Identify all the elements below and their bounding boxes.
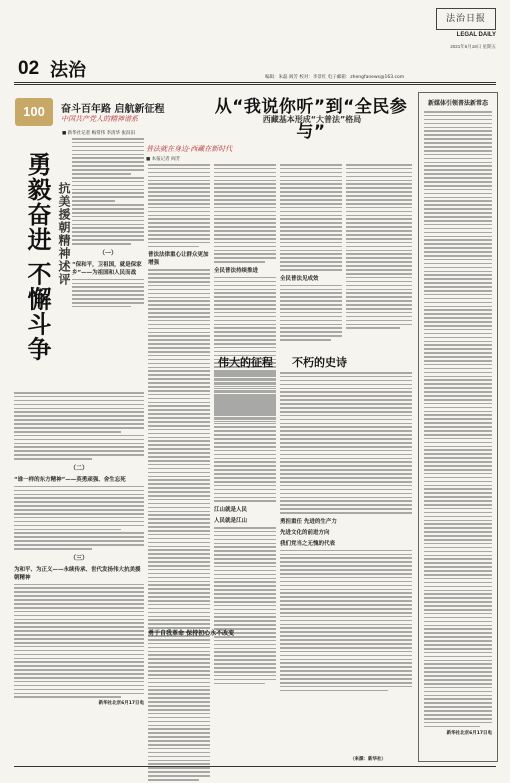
right-byline: ■ 本报记者 阎芳 [146, 157, 181, 162]
sidebox-title: 新媒体引领普法新常态 [427, 100, 488, 107]
section-1-head: “保和平，卫祖国，就是保家乡”——为祖国和人民而战 [72, 261, 142, 276]
centenary-badge: 100 [15, 98, 53, 126]
left-article-title: 勇毅奋进 不懈斗争 [23, 152, 51, 362]
mid-head-11: 先进文化的前进方向 [280, 529, 330, 536]
masthead-logo: 法治日报 [436, 8, 496, 30]
mid-col-1 [148, 164, 210, 783]
column-banner [15, 98, 235, 132]
section-1-number: （一） [98, 249, 117, 257]
mid-head-8: 江山就是人民 [214, 506, 248, 513]
header-rule [14, 82, 496, 83]
header-rule-thin [14, 84, 496, 85]
mid-head-7: 勇于自我革命 保持初心永不改变 [148, 630, 235, 637]
date-line: 2021年6月18日 星期五 [450, 44, 496, 49]
mid-head-12: 我们党当之无愧的代表 [280, 540, 336, 547]
sidebox-signature: 新华社北京6月17日电 [446, 731, 492, 737]
left-article-subtitle: 抗美援朝精神述评 [57, 182, 71, 286]
section-number: 02 [18, 58, 40, 79]
left-byline: ■ 新华社记者 梅常伟 李清华 张汨汨 [62, 131, 135, 136]
mid-col-4 [346, 164, 412, 331]
mid-head-5: 全民普法见成效 [280, 275, 319, 282]
mid-col-3-lower [280, 372, 412, 694]
page-header [0, 0, 510, 80]
section-2-head: “谁一样的东方精神”——英勇顽强、舍生忘死 [14, 476, 126, 483]
mid-signature: （来源：新华社） [350, 757, 386, 762]
section-3-number: （三） [69, 554, 88, 562]
mid-head-0: 全民普法持续推进 [214, 267, 259, 274]
section-name: 法治 [50, 60, 86, 81]
editor-line: 编辑：朱磊 阎芳 校对：李景红 电子邮箱：zhengfanews@163.com [265, 75, 405, 80]
right-article-decoration: 普法就在身边·西藏在新时代 [146, 145, 233, 153]
mid-headline-epic: 不朽的史诗 [292, 356, 347, 369]
banner-subtitle: 中国共产党人的精神谱系 [61, 115, 138, 123]
left-col-a [72, 138, 144, 310]
right-article-title: 从“我说你听”到“全民参与” [214, 97, 408, 142]
mid-col-2-lower [214, 372, 276, 687]
left-col-b [14, 392, 144, 706]
mid-headline-journey: 伟大的征程 [218, 356, 273, 369]
section-2-number: （二） [69, 464, 88, 472]
legal-daily-label: LEGAL DAILY [456, 32, 496, 38]
banner-title: 奋斗百年路 启航新征程 [61, 104, 165, 115]
mid-head-9: 人民就是江山 [214, 517, 248, 524]
sidebar-box [418, 92, 498, 762]
mid-head-1: 普法法律重心让群众更加增强 [148, 252, 209, 267]
footer-rule [14, 766, 496, 767]
left-article-footer: 新华社北京6月17日电 [98, 701, 144, 707]
section-3-head: 为和平、为正义——永续传承、世代发扬伟大抗美援朝精神 [14, 566, 141, 581]
right-article-subtitle: 西藏基本形成“大普法”格局 [262, 115, 362, 124]
mid-col-3 [280, 164, 342, 343]
mid-head-10: 勇担重任 先进的生产力 [280, 518, 337, 525]
